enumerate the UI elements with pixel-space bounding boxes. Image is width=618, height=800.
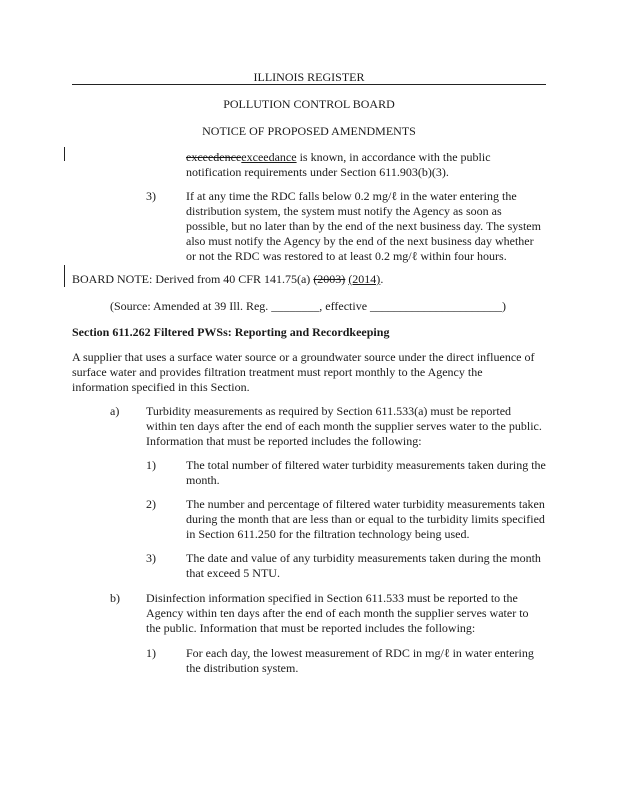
item-3-line: also must notify the Agency by the end of the next business day whether bbox=[186, 234, 534, 248]
item-a2-line: The number and percentage of filtered water turbidity measurements taken bbox=[186, 497, 545, 511]
item-b-line: Disinfection information specified in Section 611.533 must be reported to the bbox=[146, 591, 518, 605]
intro-line: information specified in this Section. bbox=[72, 380, 250, 394]
item-a3-number: 3) bbox=[146, 551, 156, 565]
item-a2-line: in Section 611.250 for the filtration technology being used. bbox=[186, 527, 470, 541]
notice-title: NOTICE OF PROPOSED AMENDMENTS bbox=[202, 124, 416, 138]
effective-date-blank: ______________________ bbox=[370, 299, 503, 313]
item-b1-number: 1) bbox=[146, 646, 156, 660]
item-a3-line: The date and value of any turbidity measurements taken during the month bbox=[186, 551, 541, 565]
section-heading: Section 611.262 Filtered PWSs: Reporting and Recordkeeping bbox=[72, 325, 390, 339]
item-a-line: Information that must be reported includes the following: bbox=[146, 434, 422, 448]
item-b1-line: For each day, the lowest measurement of RDC in mg/ℓ in water entering bbox=[186, 646, 534, 660]
item-a2-line: during the month that are less than or equal to the turbidity limits specified bbox=[186, 512, 545, 526]
item-3-line: possible, but no later than by the end of the next business day. The system bbox=[186, 219, 541, 233]
item-b-number: b) bbox=[110, 591, 120, 605]
item-b-line: the public. Information that must be reported includes the following: bbox=[146, 621, 476, 635]
deleted-year: (2003) bbox=[313, 272, 346, 286]
item-a1-line: The total number of filtered water turbidity measurements taken during the bbox=[186, 458, 546, 472]
item-a-line: within ten days after the end of each month the supplier serves water to the public. bbox=[146, 419, 542, 433]
item-3-line: or not the RDC was restored to at least 0.2 mg/ℓ within four hours. bbox=[186, 249, 507, 263]
item-a-number: a) bbox=[110, 404, 120, 418]
continuation-line-1: exceedenceexceedance is known, in accordance with the public bbox=[186, 150, 491, 164]
item-b-line: Agency within ten days after the end of each month the supplier serves water to bbox=[146, 606, 529, 620]
register-volume-blank: ________ bbox=[271, 299, 320, 313]
deleted-text: exceedence bbox=[186, 150, 242, 164]
item-a1-line: month. bbox=[186, 473, 220, 487]
source-note: (Source: Amended at 39 Ill. Reg. ________, effective ______________________) bbox=[110, 299, 507, 313]
inserted-text: exceedance bbox=[241, 150, 297, 164]
intro-line: surface water and provides filtration treatment must report monthly to the Agency the bbox=[72, 365, 483, 379]
item-3-line: If at any time the RDC falls below 0.2 mg/ℓ in the water entering the bbox=[186, 189, 517, 203]
continuation-line-2: notification requirements under Section 611.903(b)(3). bbox=[186, 165, 449, 179]
board-title: POLLUTION CONTROL BOARD bbox=[223, 97, 395, 111]
item-3-number: 3) bbox=[146, 189, 156, 203]
board-note: BOARD NOTE: Derived from 40 CFR 141.75(a) (2003) (2014). bbox=[72, 272, 384, 286]
item-b1-line: the distribution system. bbox=[186, 661, 299, 675]
inserted-year: (2014) bbox=[348, 272, 381, 286]
item-a2-number: 2) bbox=[146, 497, 156, 511]
item-3-line: distribution system, the system must notify the Agency as soon as bbox=[186, 204, 502, 218]
item-a-line: Turbidity measurements as required by Section 611.533(a) must be reported bbox=[146, 404, 512, 418]
item-a1-number: 1) bbox=[146, 458, 156, 472]
header-rule bbox=[72, 84, 546, 85]
register-title: ILLINOIS REGISTER bbox=[253, 70, 365, 84]
item-a3-line: that exceed 5 NTU. bbox=[186, 566, 280, 580]
change-bar bbox=[64, 147, 65, 161]
change-bar bbox=[64, 265, 65, 287]
intro-line: A supplier that uses a surface water source or a groundwater source under the direct influence of bbox=[72, 350, 535, 364]
